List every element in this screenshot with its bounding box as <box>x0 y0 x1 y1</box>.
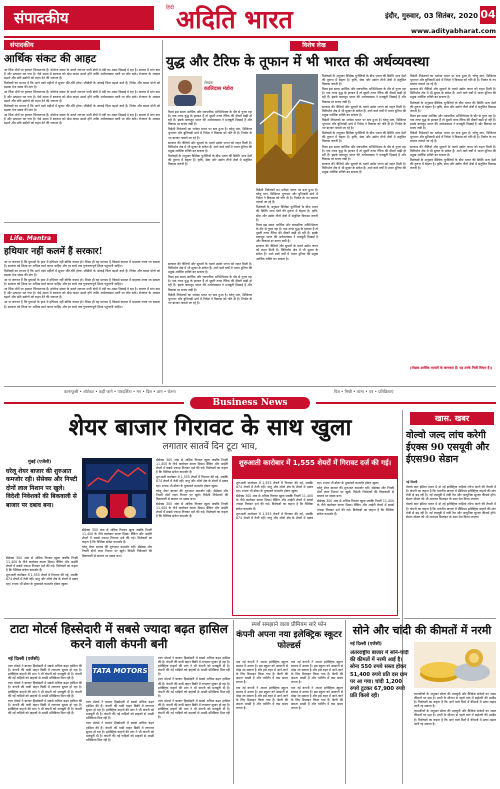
article-photo <box>256 74 318 184</box>
scooter-body3: एक नई कंपनी ने अपना इलेक्ट्रिक स्कूटर बाजार में उतारा है। इस स्कूटर को आसानी से मोड़ा जा सकता है और इसे शहर में आने-जाने के लिए डिजाइन किया गया है। बैटरी की क्षमता अच्छी है और चार्जिंग में कम समय लगता है। <box>291 660 343 685</box>
business-box-para2: सेंसेक्स 300 अंक से अधिक गिरकर खुला जबकि निफ्टी 11,400 के नीचे कारोबार करता दिखा। बैंकिंग और आईटी शेयरों में सबसे ज्यादा गिरावट दर्ज की गई। विशेषज्ञों का कहना है कि वैश्विक संकेत कमजोर हैं। <box>236 494 313 511</box>
bottom-row-rule <box>4 618 400 619</box>
life-mantra-label <box>4 234 57 243</box>
business-headline: शेयर बाजार गिरावट के साथ खुला <box>68 414 352 441</box>
life-body <box>4 260 160 394</box>
tata-col2 <box>86 700 154 784</box>
life-headline: हथियार नहीं कलमें हैं सरकार! <box>4 246 103 257</box>
business-box-para1: शुरुआती कारोबार में 1,555 शेयरों में गिरावट की गई, जबकि 874 शेयरों में तेजी रही। धातु और ऑटो क्षेत्र के शेयरों में दबाव रहा। रुपया भी डॉलर के मुकाबले कमजोर होकर खुला। <box>236 481 313 494</box>
business-box-para4: घरेलू शेयर बाजार की शुरुआत कमजोर रही। सेंसेक्स और निफ्टी दोनों लाल निशान पर खुले। विदेशी निवेशकों की बिकवाली से बाजार पर दबाव बना। <box>317 486 394 499</box>
special-body6: विश्व इस समय आर्थिक और व्यापारिक अनिश्चितता के दौर से गुजर रहा है। एक तरफ युद्ध के हालात हैं तो दूसरी तरफ टैरिफ की दीवारें खड़ी हो रही हैं। इसके बावजूद भारत की अर्थव्यवस्था ने मजबूती दिखाई है और विकास दर बनाए रखी है। <box>168 275 252 292</box>
tata-dateline: नई दिल्ली (एजेंसी) <box>8 657 40 662</box>
author-photo <box>168 76 202 106</box>
special-body16: विशेषज्ञों के अनुसार वैश्विक चुनौतियों के बीच भारत की स्थिति अन्य देशों की तुलना में बेहतर है। कृषि, सेवा और उद्योग तीनों क्षेत्रों में संतुलित विकास जरूरी है। <box>322 131 406 144</box>
tata-col1 <box>8 664 82 784</box>
bottom-divider-1 <box>233 620 234 784</box>
website-link[interactable] <box>360 27 496 35</box>
editorial-label-text: संपादकीय <box>10 41 34 49</box>
tata-body3: टाटा मोटर्स ने बाजार हिस्सेदारी में सबसे अधिक बढ़त हासिल की है। कंपनी की यात्री वाहन बिक्री में लगातार सुधार हो रहा है। इलेक्ट्रिक वाहनों की मांग ने भी कंपनी को मजबूती दी है। कंपनी की नई गाड़ियों को ग्राहकों से अच्छी प्रतिक्रिया मिल रही है। <box>8 698 82 716</box>
business-body8: सेंसेक्स 300 अंक से अधिक गिरकर खुला जबकि निफ्टी 11,400 के नीचे कारोबार करता दिखा। बैंकिंग और आईटी शेयरों में सबसे ज्यादा गिरावट दर्ज की गई। विशेषज्ञों का कहना है कि वैश्विक संकेत कमजोर हैं। <box>156 501 228 519</box>
business-col3 <box>156 458 228 616</box>
author-byline <box>204 80 254 92</box>
editorial-headline: आर्थिक संकट की आहट <box>4 53 97 65</box>
date-line <box>340 8 478 24</box>
special-body3: सरकार की नीतियों और सुधारों के चलते उद्योग जगत को राहत मिली है। विनिर्माण क्षेत्र में भी सुधार के संकेत हैं। आने वाले वर्षों में भारत दुनिया की प्रमुख आर्थिक शक्ति बन सकता है। <box>168 140 252 153</box>
scooter-col1 <box>236 660 288 784</box>
special-body2: विदेशी निवेशकों का भरोसा भारत पर बना हुआ है। घरेलू मांग, डिजिटल भुगतान और बुनियादी ढांचे में निवेश ने विकास को गति दी है। निर्यात के नए बाजार तलाशे जा रहे हैं। <box>168 127 252 140</box>
special-body4: विशेषज्ञों के अनुसार वैश्विक चुनौतियों के बीच भारत की स्थिति अन्य देशों की तुलना में बेहतर है। कृषि, सेवा और उद्योग तीनों क्षेत्रों में संतुलित विकास जरूरी है। <box>168 153 252 167</box>
special-body18: सरकार की नीतियों और सुधारों के चलते उद्योग जगत को राहत मिली है। विनिर्माण क्षेत्र में भी सुधार के संकेत हैं। आने वाले वर्षों में भारत दुनिया की प्रमुख आर्थिक शक्ति बन सकता है। <box>322 161 406 175</box>
life-para5: आ ज जरूरत है कि युवाओं के हाथ में हथियार नहीं बल्कि कलम हो। शिक्षा ही वह माध्यम है जिससे समाज में बदलाव लाया जा सकता है। सरकार को शिक्षा पर अधिक खर्च करना चाहिए और हर बच्चे तक गुणवत्तापूर्ण शिक्षा पहुंचानी चाहिए। <box>4 300 160 309</box>
business-banner <box>190 397 310 409</box>
special-headline: युद्ध और टैरिफ के तूफान में भी भारत की अर्थव्यवस्था <box>166 54 430 70</box>
author-name: कालिदास मंडोरा <box>204 86 234 92</box>
section-title: संपादकीय <box>14 9 69 27</box>
tata-headline: टाटा मोटर्स हिस्सेदारी में सबसे ज्यादा बढ़त हासिल करने वाली कंपनी बनी <box>10 622 228 651</box>
column-divider-left <box>162 40 163 384</box>
life-mantra-text: Life. Mantra <box>10 234 52 242</box>
business-dateline: मुंबई (एजेंसी) <box>28 460 52 465</box>
special-side-dateline: नई दिल्ली <box>406 480 418 484</box>
editorial-label <box>4 40 100 50</box>
scooter-headline: कंपनी अपना नया इलेक्ट्रिक स्कूटर फोल्डर्स <box>236 630 342 651</box>
special-body-col4 <box>322 74 406 380</box>
special-side-body <box>406 480 496 616</box>
special-body23: विदेशी निवेशकों का भरोसा भारत पर बना हुआ है। घरेलू मांग, डिजिटल भुगतान और बुनियादी ढांचे में निवेश ने विकास को गति दी है। निर्यात के नए बाजार तलाशे जा रहे हैं। <box>410 131 496 144</box>
special-body20: सरकार की नीतियों और सुधारों के चलते उद्योग जगत को राहत मिली है। विनिर्माण क्षेत्र में भी सुधार के संकेत हैं। आने वाले वर्षों में भारत दुनिया की प्रमुख आर्थिक शक्ति बन सकता है। <box>410 87 496 100</box>
website-text[interactable]: www.adityabharat.com <box>411 27 496 35</box>
business-box-body <box>233 479 397 615</box>
scooter-body2: एक नई कंपनी ने अपना इलेक्ट्रिक स्कूटर बाजार में उतारा है। इस स्कूटर को आसानी से मोड़ा जा सकता है और इसे शहर में आने-जाने के लिए डिजाइन किया गया है। बैटरी की क्षमता अच्छी है और चार्जिंग में कम समय लगता है। <box>236 685 288 711</box>
special-body25: विशेषज्ञों के अनुसार वैश्विक चुनौतियों के बीच भारत की स्थिति अन्य देशों की तुलना में बेहतर है। कृषि, सेवा और उद्योग तीनों क्षेत्रों में संतुलित विकास जरूरी है। <box>410 157 496 170</box>
special-side-para2: वोल्वो कार इंडिया भारत में दो नई इलेक्ट्रिक गाड़ियां लॉन्च करने की तैयारी में है। कंपनी का कहना है कि भारतीय बाजार में प्रीमियम इलेक्ट्रिक वाहनों की मांग तेजी से बढ़ रही है। नई एसयूवी में लंबी रेंज और आधुनिक सुरक्षा फीचर्स होंगे। सेडान मॉडल को भी शानदार डिजाइन के साथ पेश किया जाएगा। <box>406 502 496 519</box>
bottom-right-rule <box>404 618 496 619</box>
business-body6: शुरुआती कारोबार में 1,555 शेयरों में गिरावट की गई, जबकि 874 शेयरों में तेजी रही। धातु और ऑटो क्षेत्र के शेयरों में दबाव रहा। रुपया भी डॉलर के मुकाबले कमजोर होकर खुला। <box>156 475 228 488</box>
special-body13: विश्व इस समय आर्थिक और व्यापारिक अनिश्चितता के दौर से गुजर रहा है। एक तरफ युद्ध के हालात हैं तो दूसरी तरफ टैरिफ की दीवारें खड़ी हो रही हैं। इसके बावजूद भारत की अर्थव्यवस्था ने मजबूती दिखाई है और विकास दर बनाए रखी है। <box>322 87 406 104</box>
tata-body4: टाटा मोटर्स ने बाजार हिस्सेदारी में सबसे अधिक बढ़त हासिल की है। कंपनी की यात्री वाहन बिक्री में लगातार सुधार हो रहा है। इलेक्ट्रिक वाहनों की मांग ने भी कंपनी को मजबूती दी है। कंपनी की नई गाड़ियों को ग्राहकों से अच्छी प्रतिक्रिया मिल रही है। <box>86 700 154 721</box>
special-label <box>290 41 338 51</box>
special-body8: विदेशी निवेशकों का भरोसा भारत पर बना हुआ है। घरेलू मांग, डिजिटल भुगतान और बुनियादी ढांचे में निवेश ने विकास को गति दी है। निर्यात के नए बाजार तलाशे जा रहे हैं। <box>256 188 318 205</box>
editorial-body <box>4 68 160 220</box>
special-body24: सरकार की नीतियों और सुधारों के चलते उद्योग जगत को राहत मिली है। विनिर्माण क्षेत्र में भी सुधार के संकेत हैं। आने वाले वर्षों में भारत दुनिया की प्रमुख आर्थिक शक्ति बन सकता है। <box>410 144 496 157</box>
gold-col2 <box>414 692 496 784</box>
gold-body1: व्यापारियों के अनुसार डॉलर की मजबूती और वैश्विक संकेतों का असर कीमतों पर पड़ा है। शादी के सीजन से पहले मांग में बढ़ोतरी की उम्मीद है। विशेषज्ञों का कहना है कि आने वाले दिनों में कीमतों में उतार-चढ़ाव जारी रह सकता है। <box>414 692 496 709</box>
tata-body2: टाटा मोटर्स ने बाजार हिस्सेदारी में सबसे अधिक बढ़त हासिल की है। कंपनी की यात्री वाहन बिक्री में लगातार सुधार हो रहा है। इलेक्ट्रिक वाहनों की मांग ने भी कंपनी को मजबूती दी है। कंपनी की नई गाड़ियों को ग्राहकों से अच्छी प्रतिक्रिया मिल रही है। <box>8 681 82 698</box>
special-body15: विदेशी निवेशकों का भरोसा भारत पर बना हुआ है। घरेलू मांग, डिजिटल भुगतान और बुनियादी ढांचे में निवेश ने विकास को गति दी है। निर्यात के नए बाजार तलाशे जा रहे हैं। <box>322 117 406 131</box>
business-body2: शुरुआती कारोबार में 1,555 शेयरों में गिरावट की गई, जबकि 874 शेयरों में तेजी रही। धातु और ऑटो क्षेत्र के शेयरों में दबाव रहा। रुपया भी डॉलर के मुकाबले कमजोर होकर खुला। <box>6 573 78 586</box>
tata-photo <box>86 656 154 696</box>
gold-headline: सोने और चांदी की कीमतों में नरमी <box>352 624 492 637</box>
life-para3: आ ज जरूरत है कि युवाओं के हाथ में हथियार नहीं बल्कि कलम हो। शिक्षा ही वह माध्यम है जिससे समाज में बदलाव लाया जा सकता है। सरकार को शिक्षा पर अधिक खर्च करना चाहिए और हर बच्चे तक गुणवत्तापूर्ण शिक्षा पहुंचानी चाहिए। <box>4 277 160 287</box>
special-body-col2 <box>168 262 252 380</box>
special-body19: विदेशी निवेशकों का भरोसा भारत पर बना हुआ है। घरेलू मांग, डिजिटल भुगतान और बुनियादी ढांचे में निवेश ने विकास को गति दी है। निर्यात के नए बाजार तलाशे जा रहे हैं। <box>410 74 496 87</box>
business-box <box>232 456 398 616</box>
special-body11: सरकार की नीतियों और सुधारों के चलते उद्योग जगत को राहत मिली है। विनिर्माण क्षेत्र में भी सुधार के संकेत हैं। आने वाले वर्षों में भारत दुनिया की प्रमुख आर्थिक शक्ति बन सकता है। <box>256 244 318 261</box>
special-body-col1 <box>168 110 252 260</box>
special-body-col3 <box>256 188 318 380</box>
business-box-para3: शुरुआती कारोबार में 1,555 शेयरों में गिरावट की गई, जबकि 874 शेयरों में तेजी रही। धातु और ऑटो क्षेत्र के शेयरों में दबाव रहा। रुपया भी डॉलर के मुकाबले कमजोर होकर खुला। <box>236 481 380 520</box>
editorial-column <box>4 40 160 384</box>
tata-body1: टाटा मोटर्स ने बाजार हिस्सेदारी में सबसे अधिक बढ़त हासिल की है। कंपनी की यात्री वाहन बिक्री में लगातार सुधार हो रहा है। इलेक्ट्रिक वाहनों की मांग ने भी कंपनी को मजबूती दी है। कंपनी की नई गाड़ियों को ग्राहकों से अच्छी प्रतिक्रिया मिल रही है। <box>8 664 82 681</box>
special-body10: विश्व इस समय आर्थिक और व्यापारिक अनिश्चितता के दौर से गुजर रहा है। एक तरफ युद्ध के हालात हैं तो दूसरी तरफ टैरिफ की दीवारें खड़ी हो रही हैं। इसके बावजूद भारत की अर्थव्यवस्था ने मजबूती दिखाई है और विकास दर बनाए रखी है। <box>256 222 318 244</box>
scooter-kicker: स्पर्श समझाने वाला प्रीमियम सारे फोन <box>251 622 327 628</box>
special-body9: विशेषज्ञों के अनुसार वैश्विक चुनौतियों के बीच भारत की स्थिति अन्य देशों की तुलना में बेहतर है। कृषि, सेवा और उद्योग तीनों क्षेत्रों में संतुलित विकास जरूरी है। <box>256 205 318 222</box>
special-body21: विशेषज्ञों के अनुसार वैश्विक चुनौतियों के बीच भारत की स्थिति अन्य देशों की तुलना में बेहतर है। कृषि, सेवा और उद्योग तीनों क्षेत्रों में संतुलित विकास जरूरी है। <box>410 100 496 113</box>
strip <box>4 388 496 396</box>
life-para1: आ ज जरूरत है कि युवाओं के हाथ में हथियार नहीं बल्कि कलम हो। शिक्षा ही वह माध्यम है जिससे समाज में बदलाव लाया जा सकता है। सरकार को शिक्षा पर अधिक खर्च करना चाहिए और हर बच्चे तक गुणवत्तापूर्ण शिक्षा पहुंचानी चाहिए। <box>4 259 160 268</box>
tata-body6: टाटा मोटर्स ने बाजार हिस्सेदारी में सबसे अधिक बढ़त हासिल की है। कंपनी की यात्री वाहन बिक्री में लगातार सुधार हो रहा है। इलेक्ट्रिक वाहनों की मांग ने भी कंपनी को मजबूती दी है। कंपनी की नई गाड़ियों को ग्राहकों से अच्छी प्रतिक्रिया मिल रही है। <box>158 656 230 677</box>
page-number <box>480 6 496 24</box>
special-body7: विदेशी निवेशकों का भरोसा भारत पर बना हुआ है। घरेलू मांग, डिजिटल भुगतान और बुनियादी ढांचे में निवेश ने विकास को गति दी है। निर्यात के नए बाजार तलाशे जा रहे हैं। <box>168 292 252 305</box>
business-body3: सेंसेक्स 300 अंक से अधिक गिरकर खुला जबकि निफ्टी 11,400 के नीचे कारोबार करता दिखा। बैंकिंग और आईटी शेयरों में सबसे ज्यादा गिरावट दर्ज की गई। विशेषज्ञों का कहना है कि वैश्विक संकेत कमजोर हैं। <box>82 528 152 545</box>
bottom-divider-2 <box>345 620 346 784</box>
special-body1: विश्व इस समय आर्थिक और व्यापारिक अनिश्चितता के दौर से गुजर रहा है। एक तरफ युद्ध के हालात हैं तो दूसरी तरफ टैरिफ की दीवारें खड़ी हो रही हैं। इसके बावजूद भारत की अर्थव्यवस्था ने मजबूती दिखाई है और विकास दर बनाए रखी है। <box>168 110 252 127</box>
gold-lead: अंतरराष्ट्रीय बाजार में सोने-चांदी की कीमतों में नरमी आई है। सोना 550 रुपये सस्ता होकर 51,400 रुपये प्रति दस ग्राम पर आ गया। चांदी 1,200 रुपये टूटकर 67,900 रुपये प्रति किलो रही। <box>350 650 409 700</box>
scooter-body1: एक नई कंपनी ने अपना इलेक्ट्रिक स्कूटर बाजार में उतारा है। इस स्कूटर को आसानी से मोड़ा जा सकता है और इसे शहर में आने-जाने के लिए डिजाइन किया गया है। बैटरी की क्षमता अच्छी है और चार्जिंग में कम समय लगता है। <box>236 660 288 685</box>
business-box-para5: सेंसेक्स 300 अंक से अधिक गिरकर खुला जबकि निफ्टी 11,400 के नीचे कारोबार करता दिखा। बैंकिंग और आईटी शेयरों में सबसे ज्यादा गिरावट दर्ज की गई। विशेषज्ञों का कहना है कि वैश्विक संकेत कमजोर हैं। <box>317 499 394 516</box>
business-lead: घरेलू शेयर बाजार की शुरुआत कमजोर रही। सेंसेक्स और निफ्टी दोनों लाल निशान पर खुले। विदेशी निवेशकों की बिकवाली से बाजार पर दबाव बना। <box>6 468 78 509</box>
life-para2: विशेषज्ञों का मानना है कि आने वाले महीनों में सुधार धीरे-धीरे होगा। जीडीपी के आंकड़े चिंता बढ़ाने वाले हैं। निवेश और खपत दोनों को बढ़ावा देना समय की मांग है। <box>4 268 160 277</box>
editorial-para5: आ र्थिक मोर्चे पर हालात चिंताजनक हैं। कोरोना संकट के चलते लगभग सभी क्षेत्रों में मंदी का असर दिखाई दे रहा है। बाजार में मांग कम है और उत्पादन घट गया है। ऐसे समय में सरकार को ठोस कदम उठाने होंगे ताकि अर्थव्यवस्था पटरी पर लौट सके। रोजगार के अवसर बढ़ाने और छोटे उद्योगों को राहत देने की जरूरत है। <box>4 112 160 126</box>
special-footnote: (लेखक आर्थिक मामलों के जानकार हैं। यह उनके निजी विचार हैं।) <box>410 366 493 370</box>
business-body4: घरेलू शेयर बाजार की शुरुआत कमजोर रही। सेंसेक्स और निफ्टी दोनों लाल निशान पर खुले। विदेशी निवेशकों की बिकवाली से बाजार पर दबाव बना। <box>82 545 152 558</box>
editorial-para1: आ र्थिक मोर्चे पर हालात चिंताजनक हैं। कोरोना संकट के चलते लगभग सभी क्षेत्रों में मंदी का असर दिखाई दे रहा है। बाजार में मांग कम है और उत्पादन घट गया है। ऐसे समय में सरकार को ठोस कदम उठाने होंगे ताकि अर्थव्यवस्था पटरी पर लौट सके। रोजगार के अवसर बढ़ाने और छोटे उद्योगों को राहत देने की जरूरत है। <box>4 68 160 81</box>
business-body5: सेंसेक्स 300 अंक से अधिक गिरकर खुला जबकि निफ्टी 11,400 के नीचे कारोबार करता दिखा। बैंकिंग और आईटी शेयरों में सबसे ज्यादा गिरावट दर्ज की गई। विशेषज्ञों का कहना है कि वैश्विक संकेत कमजोर हैं। <box>156 458 228 475</box>
author-label: लेखक <box>204 80 214 85</box>
masthead-rule <box>4 36 496 38</box>
market-photo <box>82 458 152 524</box>
city-date: इंदौर, गुरुवार, 03 सितंबर, 2020 <box>385 12 478 20</box>
tata-body8: टाटा मोटर्स ने बाजार हिस्सेदारी में सबसे अधिक बढ़त हासिल की है। कंपनी की यात्री वाहन बिक्री में लगातार सुधार हो रहा है। इलेक्ट्रिक वाहनों की मांग ने भी कंपनी को मजबूती दी है। कंपनी की नई गाड़ियों को ग्राहकों से अच्छी प्रतिक्रिया मिल रही है। <box>158 698 230 720</box>
strip-rule-top <box>4 386 496 387</box>
editorial-para4: विशेषज्ञों का मानना है कि आने वाले महीनों में सुधार धीरे-धीरे होगा। जीडीपी के आंकड़े चिंता बढ़ाने वाले हैं। निवेश और खपत दोनों को बढ़ावा देना समय की मांग है। <box>4 103 160 112</box>
special-body14: सरकार की नीतियों और सुधारों के चलते उद्योग जगत को राहत मिली है। विनिर्माण क्षेत्र में भी सुधार के संकेत हैं। आने वाले वर्षों में भारत दुनिया की प्रमुख आर्थिक शक्ति बन सकता है। <box>322 104 406 117</box>
tata-photo-caption: TATA MOTORS <box>92 667 148 675</box>
life-divider <box>4 222 160 223</box>
special-side-label-text: खास. खबर <box>434 414 470 423</box>
special-side-headline: वोल्वो जल्द लांच करेगी ईएक्स 90 एसयूवी और ईएस90 सेडान <box>406 430 490 465</box>
special-body5: सरकार की नीतियों और सुधारों के चलते उद्योग जगत को राहत मिली है। विनिर्माण क्षेत्र में भी सुधार के संकेत हैं। आने वाले वर्षों में भारत दुनिया की प्रमुख आर्थिक शक्ति बन सकता है। <box>168 262 252 275</box>
strip-right: चित्र • मिस्री • व्यंग्य • पत्र • प्रतिक्रियाएं <box>334 389 394 394</box>
business-col2 <box>82 528 152 616</box>
special-body12: विशेषज्ञों के अनुसार वैश्विक चुनौतियों के बीच भारत की स्थिति अन्य देशों की तुलना में बेहतर है। कृषि, सेवा और उद्योग तीनों क्षेत्रों में संतुलित विकास जरूरी है। <box>322 74 406 87</box>
tata-body7: टाटा मोटर्स ने बाजार हिस्सेदारी में सबसे अधिक बढ़त हासिल की है। कंपनी की यात्री वाहन बिक्री में लगातार सुधार हो रहा है। इलेक्ट्रिक वाहनों की मांग ने भी कंपनी को मजबूती दी है। कंपनी की नई गाड़ियों को ग्राहकों से अच्छी प्रतिक्रिया मिल रही है। <box>158 677 230 698</box>
business-rule-left <box>4 402 184 404</box>
tata-col3 <box>158 656 230 784</box>
scooter-col2 <box>291 660 343 784</box>
gold-photo <box>414 642 496 688</box>
life-para4: आ र्थिक मोर्चे पर हालात चिंताजनक हैं। कोरोना संकट के चलते लगभग सभी क्षेत्रों में मंदी का असर दिखाई दे रहा है। बाजार में मांग कम है और उत्पादन घट गया है। ऐसे समय में सरकार को ठोस कदम उठाने होंगे ताकि अर्थव्यवस्था पटरी पर लौट सके। रोजगार के अवसर बढ़ाने और छोटे उद्योगों को राहत देने की जरूरत है। <box>4 287 160 300</box>
section-banner <box>4 6 154 30</box>
editorial-para2: विशेषज्ञों का मानना है कि आने वाले महीनों में सुधार धीरे-धीरे होगा। जीडीपी के आंकड़े चिंता बढ़ाने वाले हैं। निवेश और खपत दोनों को बढ़ावा देना समय की मांग है। <box>4 81 160 90</box>
special-label-text: विशेष लेख <box>302 42 326 49</box>
special-side-para1: वोल्वो कार इंडिया भारत में दो नई इलेक्ट्रिक गाड़ियां लॉन्च करने की तैयारी में है। कंपनी का कहना है कि भारतीय बाजार में प्रीमियम इलेक्ट्रिक वाहनों की मांग तेजी से बढ़ रही है। नई एसयूवी में लंबी रेंज और आधुनिक सुरक्षा फीचर्स होंगे। सेडान मॉडल को भी शानदार डिजाइन के साथ पेश किया जाएगा। <box>406 485 496 502</box>
paper-name: अदिति भारत <box>176 5 293 34</box>
business-lead-cont <box>6 556 78 616</box>
tata-body5: टाटा मोटर्स ने बाजार हिस्सेदारी में सबसे अधिक बढ़त हासिल की है। कंपनी की यात्री वाहन बिक्री में लगातार सुधार हो रहा है। इलेक्ट्रिक वाहनों की मांग ने भी कंपनी को मजबूती दी है। कंपनी की नई गाड़ियों को ग्राहकों से अच्छी प्रतिक्रिया मिल रही है। <box>86 721 154 742</box>
special-body-col5 <box>410 74 496 364</box>
business-body7: घरेलू शेयर बाजार की शुरुआत कमजोर रही। सेंसेक्स और निफ्टी दोनों लाल निशान पर खुले। विदेशी निवेशकों की बिकवाली से बाजार पर दबाव बना। <box>156 488 228 501</box>
business-body1: सेंसेक्स 300 अंक से अधिक गिरकर खुला जबकि निफ्टी 11,400 के नीचे कारोबार करता दिखा। बैंकिंग और आईटी शेयरों में सबसे ज्यादा गिरावट दर्ज की गई। विशेषज्ञों का कहना है कि वैश्विक संकेत कमजोर हैं। <box>6 556 78 573</box>
scooter-body4: एक नई कंपनी ने अपना इलेक्ट्रिक स्कूटर बाजार में उतारा है। इस स्कूटर को आसानी से मोड़ा जा सकता है और इसे शहर में आने-जाने के लिए डिजाइन किया गया है। बैटरी की क्षमता अच्छी है और चार्जिंग में कम समय लगता है। <box>291 685 343 711</box>
special-side-label <box>410 412 494 425</box>
gold-dateline: नई दिल्ली (एजेंसी) <box>350 642 382 647</box>
masthead-logo <box>164 2 316 36</box>
strip-left: कानाफूसी • शॉर्टकट • कहीं जाने • पारदर्शिता • मन • दिल • ज्ञान • चेतना <box>64 389 176 394</box>
page-number-text: 04 <box>480 8 496 21</box>
business-subhead: लगातार सातवें दिन टूटा भाव, <box>162 442 258 452</box>
logo-small: हिंदी <box>166 5 174 11</box>
editorial-para3: आ र्थिक मोर्चे पर हालात चिंताजनक हैं। कोरोना संकट के चलते लगभग सभी क्षेत्रों में मंदी का असर दिखाई दे रहा है। बाजार में मांग कम है और उत्पादन घट गया है। ऐसे समय में सरकार को ठोस कदम उठाने होंगे ताकि अर्थव्यवस्था पटरी पर लौट सके। रोजगार के अवसर बढ़ाने और छोटे उद्योगों को राहत देने की जरूरत है। <box>4 90 160 103</box>
business-banner-text: Business News <box>212 398 288 408</box>
gold-body2: व्यापारियों के अनुसार डॉलर की मजबूती और वैश्विक संकेतों का असर कीमतों पर पड़ा है। शादी के सीजन से पहले मांग में बढ़ोतरी की उम्मीद है। विशेषज्ञों का कहना है कि आने वाले दिनों में कीमतों में उतार-चढ़ाव जारी रह सकता है। <box>414 709 496 726</box>
special-body22: विश्व इस समय आर्थिक और व्यापारिक अनिश्चितता के दौर से गुजर रहा है। एक तरफ युद्ध के हालात हैं तो दूसरी तरफ टैरिफ की दीवारें खड़ी हो रही हैं। इसके बावजूद भारत की अर्थव्यवस्था ने मजबूती दिखाई है और विकास दर बनाए रखी है। <box>410 113 496 131</box>
special-body17: विश्व इस समय आर्थिक और व्यापारिक अनिश्चितता के दौर से गुजर रहा है। एक तरफ युद्ध के हालात हैं तो दूसरी तरफ टैरिफ की दीवारें खड़ी हो रही हैं। इसके बावजूद भारत की अर्थव्यवस्था ने मजबूती दिखाई है और विकास दर बनाए रखी है। <box>322 144 406 161</box>
business-rule-right <box>316 402 496 404</box>
business-box-headline: शुरुआती कारोबार में 1,555 शेयरों में गिरावट दर्ज की गई। <box>233 457 397 479</box>
